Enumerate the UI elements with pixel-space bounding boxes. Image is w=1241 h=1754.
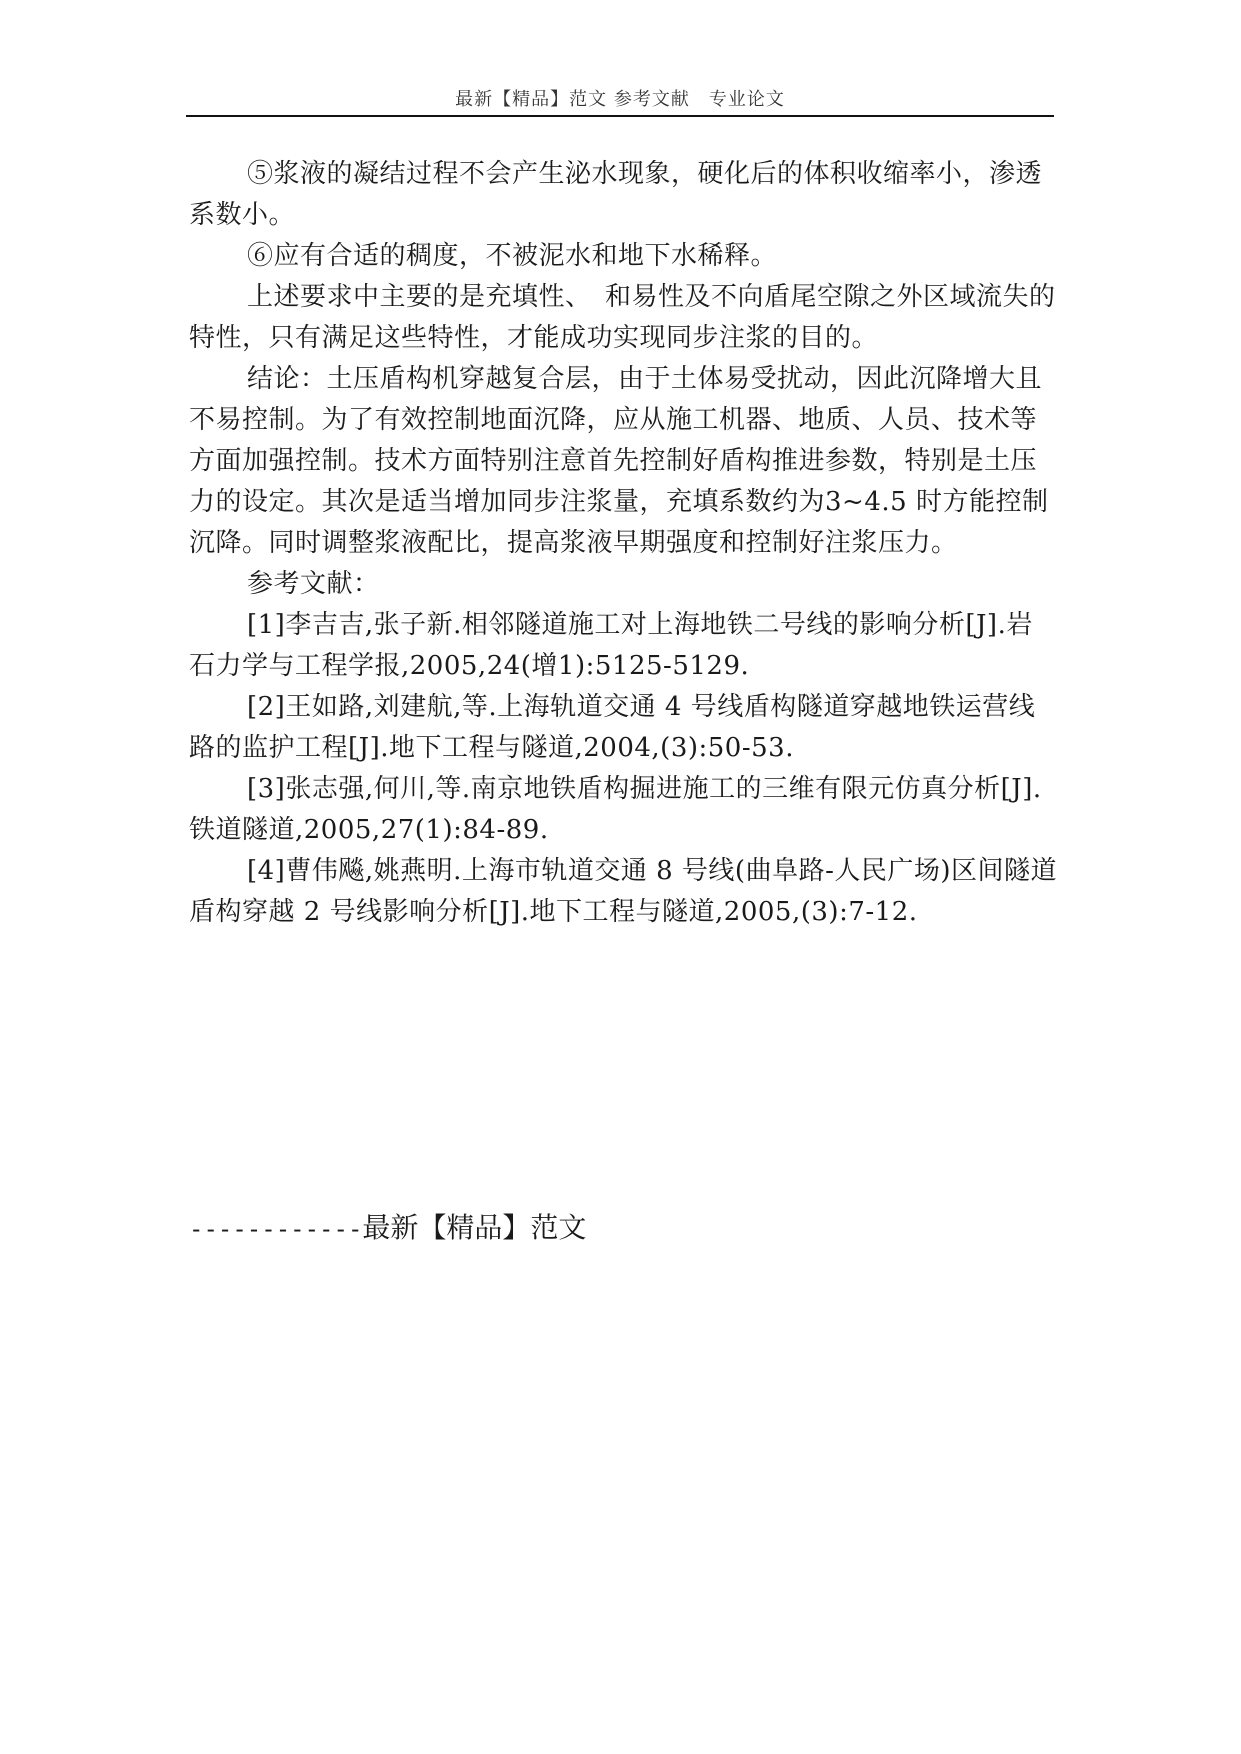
paragraph-requirements: 上述要求中主要的是充填性、 和易性及不向盾尾空隙之外区域流失的特性，只有满足这些特性，才能成功实现同步注浆的目的。 — [189, 282, 1056, 353]
references-heading: 参考文献： — [247, 569, 380, 599]
paragraph-consistency: ⑥应有合适的稠度，不被泥水和地下水稀释。 — [247, 241, 778, 271]
footer-banner — [189, 1208, 586, 1249]
footer-label: 最新【精品】范文 — [362, 1211, 587, 1244]
reference-item-4: [4]曹伟飚,姚燕明.上海市轨道交通 8 号线(曲阜路-人民广场)区间隧道盾构穿越 2 号线影响分析[J].地下工程与隧道,2005,(3):7-12. — [189, 856, 1058, 927]
header-divider — [186, 115, 1054, 117]
paragraph-conclusion: 结论：土压盾构机穿越复合层，由于土体易受扰动，因此沉降增大且不易控制。为了有效控制地面沉降，应从施工机器、地质、人员、技术等方面加强控制。技术方面特别注意首先控制好盾构推进参数，特别是土压力的设定。其次是适当增加同步注浆量，充填系数约为3~4.5 时方能控制沉降。同时调整浆液配比，提高浆液早期强度和控制好注浆压力。 — [189, 364, 1049, 558]
footer-dashes: ------------ — [189, 1215, 363, 1243]
reference-item-1: [1]李吉吉,张子新.相邻隧道施工对上海地铁二号线的影响分析[J].岩石力学与工程学报,2005,24(增1):5125-5129. — [189, 610, 1033, 681]
running-header: 最新【精品】范文 参考文献 专业论文 — [455, 89, 785, 110]
reference-item-3: [3]张志强,何川,等.南京地铁盾构掘进施工的三维有限元仿真分析[J].铁道隧道,2005,27(1):84-89. — [189, 774, 1042, 845]
paragraph-grout-setting: ⑤浆液的凝结过程不会产生泌水现象，硬化后的体积收缩率小，渗透系数小。 — [189, 159, 1043, 230]
reference-item-2: [2]王如路,刘建航,等.上海轨道交通 4 号线盾构隧道穿越地铁运营线路的监护工程[J].地下工程与隧道,2004,(3):50-53. — [189, 692, 1036, 763]
document-body — [189, 154, 1059, 933]
